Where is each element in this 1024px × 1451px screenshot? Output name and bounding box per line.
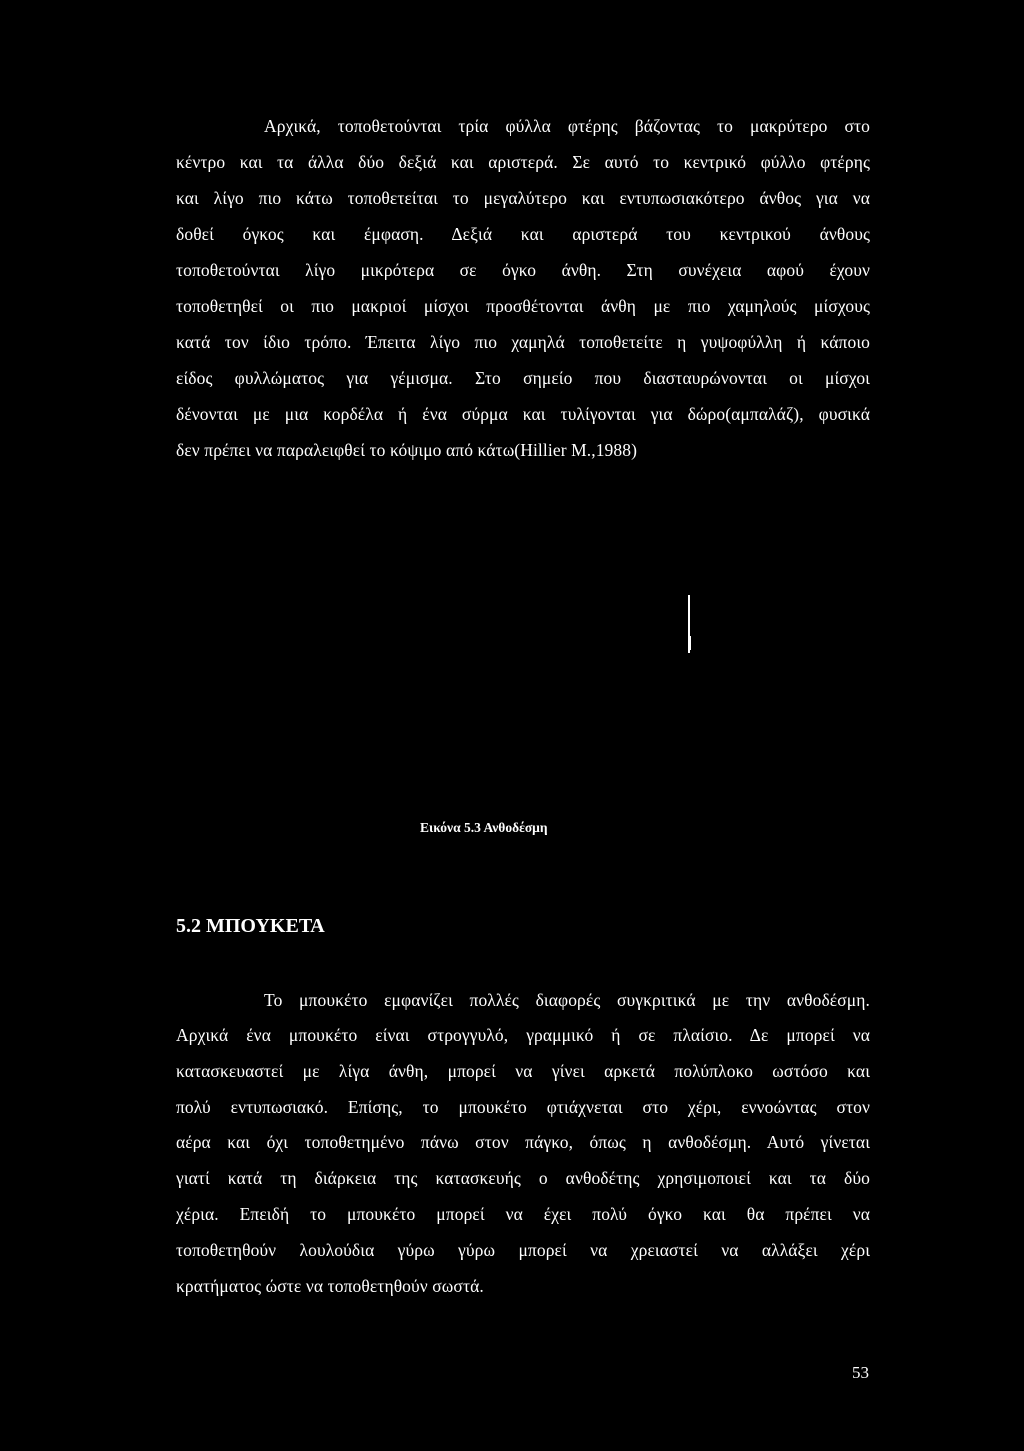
figure-edge-tick: [689, 636, 691, 650]
paragraph-2-line: κατασκευαστεί με λίγα άνθη, μπορεί να γίνει αρκετά πολύπλοκο ωστόσο και: [176, 1061, 870, 1081]
paragraph-2-line: χέρια. Επειδή το μπουκέτο μπορεί να έχει πολύ όγκο και θα πρέπει να: [176, 1204, 870, 1224]
paragraph-2-line: κρατήματος ώστε να τοποθετηθούν σωστά.: [176, 1276, 484, 1296]
figure-caption: Εικόνα 5.3 Ανθοδέσμη: [420, 820, 548, 835]
paragraph-1-line: δεν πρέπει να παραλειφθεί το κόψιμο από κάτω(Hillier M.,1988): [176, 440, 638, 460]
paragraph-1-line: κέντρο και τα άλλα δύο δεξιά και αριστερά. Σε αυτό το κεντρικό φύλλο φτέρης: [176, 152, 870, 172]
paragraph-1-line: τοποθετηθεί οι πιο μακριοί μίσχοι προσθέτονται άνθη με πιο χαμηλούς μίσχους: [176, 296, 870, 316]
paragraph-2-line: τοποθετηθούν λουλούδια γύρω γύρω μπορεί να χρειαστεί να αλλάξει χέρι: [176, 1240, 870, 1260]
paragraph-1-line: Αρχικά, τοποθετούνται τρία φύλλα φτέρης βάζοντας το μακρύτερο στο: [264, 116, 870, 136]
paragraph-1-line: δένονται με μια κορδέλα ή ένα σύρμα και τυλίγονται για δώρο(αμπαλάζ), φυσικά: [176, 404, 870, 424]
paragraph-2-line: γιατί κατά τη διάρκεια της κατασκευής ο ανθοδέτης χρησιμοποιεί και τα δύο: [176, 1168, 870, 1188]
paragraph-1-line: και λίγο πιο κάτω τοποθετείται το μεγαλύτερο και εντυπωσιακότερο άνθος για να: [176, 188, 870, 208]
paragraph-1-line: δοθεί όγκος και έμφαση. Δεξιά και αριστερά του κεντρικού άνθους: [176, 224, 870, 244]
paragraph-1-line: τοποθετούνται λίγο μικρότερα σε όγκο άνθη. Στη συνέχεια αφού έχουν: [176, 260, 870, 280]
paragraph-2-line: Αρχικά ένα μπουκέτο είναι στρογγυλό, γραμμικό ή σε πλαίσιο. Δε μπορεί να: [176, 1025, 870, 1045]
paragraph-2-line: Το μπουκέτο εμφανίζει πολλές διαφορές συγκριτικά με την ανθοδέσμη.: [264, 990, 870, 1010]
paragraph-2-line: πολύ εντυπωσιακό. Επίσης, το μπουκέτο φτιάχνεται στο χέρι, εννοώντας στον: [176, 1097, 870, 1117]
paragraph-1-line: είδος φυλλώματος για γέμισμα. Στο σημείο που διασταυρώνονται οι μίσχοι: [176, 368, 870, 388]
paragraph-2-line: αέρα και όχι τοποθετημένο πάνω στον πάγκο, όπως η ανθοδέσμη. Αυτό γίνεται: [176, 1132, 870, 1152]
section-heading: 5.2 ΜΠΟΥΚΕΤΑ: [176, 915, 325, 937]
paragraph-1-line: κατά τον ίδιο τρόπο. Έπειτα λίγο πιο χαμηλά τοποθετείτε η γυψοφύλλη ή κάποιο: [176, 332, 870, 352]
page-number: 53: [852, 1363, 869, 1382]
